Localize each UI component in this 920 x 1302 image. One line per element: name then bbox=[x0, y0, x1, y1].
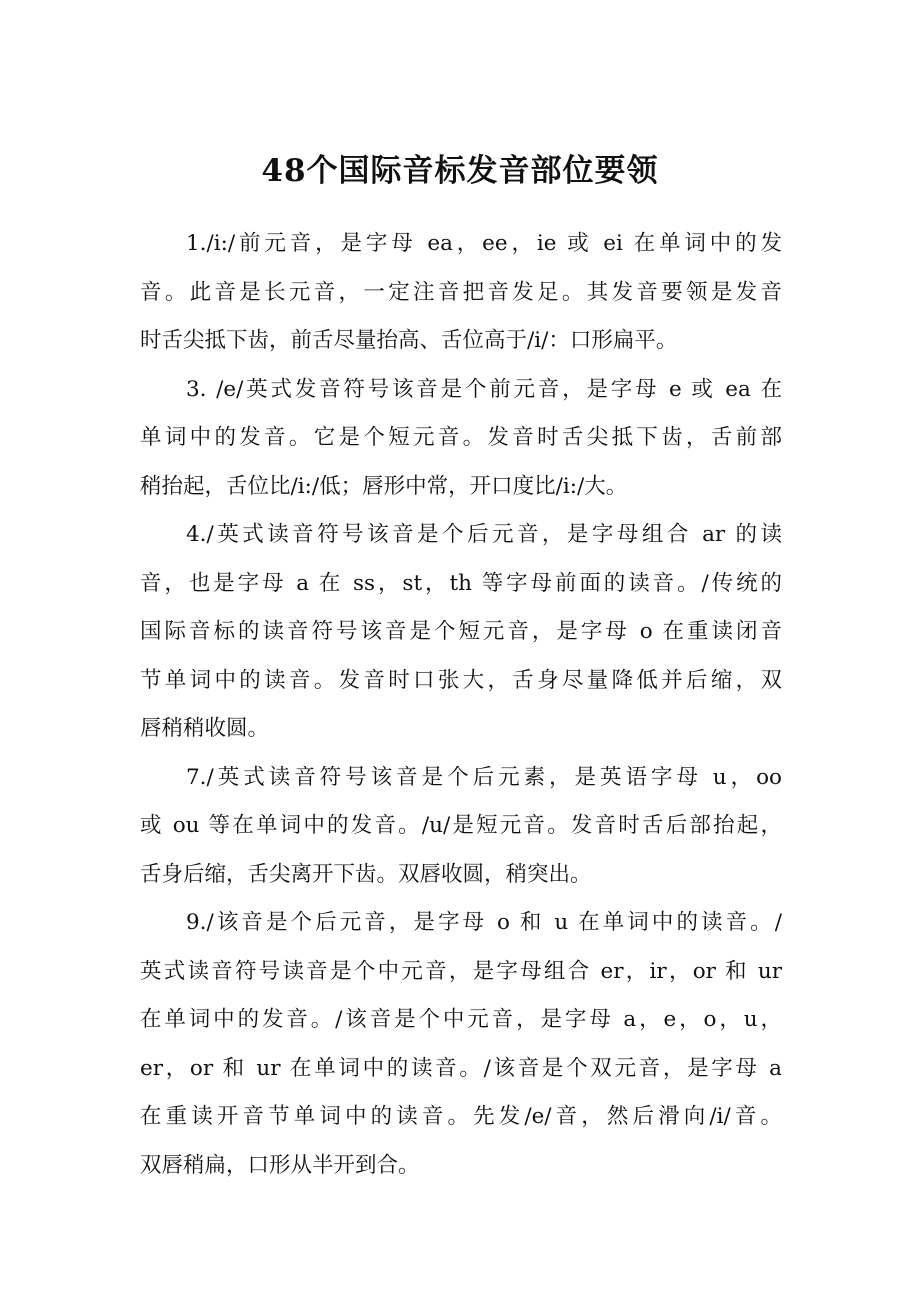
paragraph-line: 音。此音是长元音，一定注音把音发足。其发音要领是发音 bbox=[140, 279, 782, 305]
paragraph-line: 音，也是字母 a 在 ss，st，th 等字母前面的读音。/传统的 bbox=[140, 570, 782, 596]
document-title: 48个国际音标发音部位要领 bbox=[261, 153, 659, 189]
paragraph-line: 9./该音是个后元音，是字母 o 和 u 在单词中的读音。/ bbox=[186, 910, 782, 935]
paragraph bbox=[140, 511, 782, 754]
paragraph-line: 唇稍稍收圆。 bbox=[140, 716, 270, 741]
paragraph-line: 国际音标的读音符号该音是个短元音，是字母 o 在重读闭音 bbox=[140, 619, 782, 644]
paragraph-line: 或 ou 等在单词中的发音。/u/是短元音。发音时舌后部抬起， bbox=[140, 813, 782, 838]
paragraph bbox=[140, 366, 782, 512]
paragraph-line: 4./英式读音符号该音是个后元音，是字母组合 ar 的读 bbox=[186, 522, 782, 547]
paragraph-line: 稍抬起，舌位比/i:/低；唇形中常，开口度比/i:/大。 bbox=[140, 473, 628, 499]
paragraph-line: 1./i:/前元音，是字母 ea，ee，ie 或 ei 在单词中的发 bbox=[186, 231, 782, 256]
paragraph-line: 单词中的发音。它是个短元音。发音时舌尖抵下齿，舌前部 bbox=[140, 425, 782, 450]
paragraph-line: er，or 和 ur 在单词中的读音。/该音是个双元音，是字母 a bbox=[140, 1055, 782, 1081]
paragraph-line: 时舌尖抵下齿，前舌尽量抬高、舌位高于/i/：口形扁平。 bbox=[140, 328, 678, 353]
paragraph-line: 节单词中的读音。发音时口张大，舌身尽量降低并后缩，双 bbox=[140, 667, 782, 693]
paragraph-line: 7./英式读音符号该音是个后元素，是英语字母 u，oo bbox=[186, 764, 782, 790]
paragraph-line: 在单词中的发音。/该音是个中元音，是字母 a，e，o，u， bbox=[140, 1007, 782, 1032]
document-body bbox=[140, 220, 782, 1190]
paragraph-line: 双唇稍扁，口形从半开到合。 bbox=[140, 1152, 420, 1178]
paragraph-line: 3. /e/英式发音符号该音是个前元音，是字母 e 或 ea 在 bbox=[186, 376, 782, 402]
paragraph bbox=[140, 754, 782, 900]
paragraph-line: 在重读开音节单词中的读音。先发/e/音，然后滑向/i/音。 bbox=[140, 1104, 782, 1129]
paragraph bbox=[140, 899, 782, 1190]
paragraph-line: 英式读音符号读音是个中元音，是字母组合 er，ir，or 和 ur bbox=[140, 958, 782, 984]
paragraph bbox=[140, 220, 782, 366]
paragraph-line: 舌身后缩，舌尖离开下齿。双唇收圆，稍突出。 bbox=[140, 861, 592, 887]
